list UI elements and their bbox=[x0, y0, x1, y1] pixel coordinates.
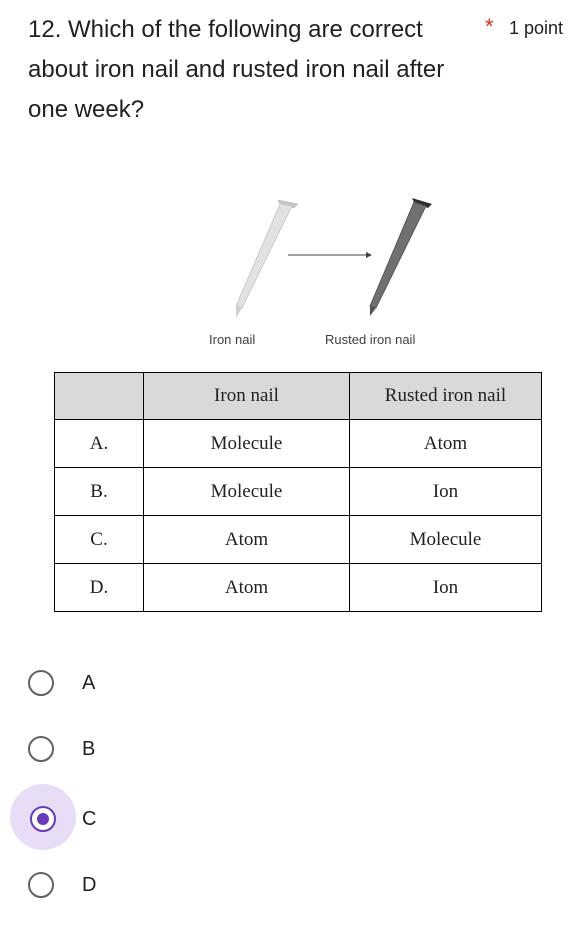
option-d[interactable] bbox=[0, 852, 400, 912]
table-row bbox=[55, 420, 542, 468]
arrow-icon bbox=[288, 252, 372, 258]
table-cell: Molecule bbox=[350, 516, 542, 564]
option-label: B bbox=[82, 738, 96, 760]
radio-button-selected-icon[interactable] bbox=[30, 806, 56, 832]
option-label: C bbox=[82, 808, 97, 830]
iron-nail-image bbox=[236, 200, 298, 318]
option-label: D bbox=[82, 874, 97, 896]
radio-button-icon[interactable] bbox=[28, 736, 54, 762]
table-cell: D. bbox=[55, 564, 144, 612]
table-header-cell bbox=[55, 373, 144, 420]
rusted-nail-image bbox=[370, 198, 432, 316]
option-c[interactable] bbox=[0, 784, 400, 844]
table-cell: C. bbox=[55, 516, 144, 564]
option-b[interactable] bbox=[0, 716, 400, 776]
option-a[interactable] bbox=[0, 650, 400, 710]
table-row bbox=[55, 516, 542, 564]
radio-button-icon[interactable] bbox=[28, 670, 54, 696]
table-cell: Atom bbox=[144, 564, 350, 612]
table-cell: Atom bbox=[144, 516, 350, 564]
rusted-nail-caption: Rusted iron nail bbox=[325, 332, 416, 347]
table-header-cell: Rusted iron nail bbox=[350, 373, 542, 420]
iron-nail-caption: Iron nail bbox=[209, 332, 256, 347]
radio-button-icon[interactable] bbox=[28, 872, 54, 898]
table-cell: Molecule bbox=[144, 420, 350, 468]
table-row bbox=[55, 564, 542, 612]
nail-illustration bbox=[200, 190, 440, 350]
table-row bbox=[55, 468, 542, 516]
table-cell: Ion bbox=[350, 468, 542, 516]
required-asterisk: * bbox=[485, 14, 494, 39]
points-label: 1 point bbox=[509, 18, 564, 38]
table-cell: Ion bbox=[350, 564, 542, 612]
table-cell: B. bbox=[55, 468, 144, 516]
option-label: A bbox=[82, 672, 96, 694]
question-title: 12. Which of the following are correct about iron nail and rusted iron nail after one week? bbox=[28, 16, 445, 123]
table-cell: Atom bbox=[350, 420, 542, 468]
table-header-row bbox=[55, 373, 542, 420]
answer-table bbox=[54, 372, 542, 612]
table-cell: Molecule bbox=[144, 468, 350, 516]
table-header-cell: Iron nail bbox=[144, 373, 350, 420]
table-cell: A. bbox=[55, 420, 144, 468]
